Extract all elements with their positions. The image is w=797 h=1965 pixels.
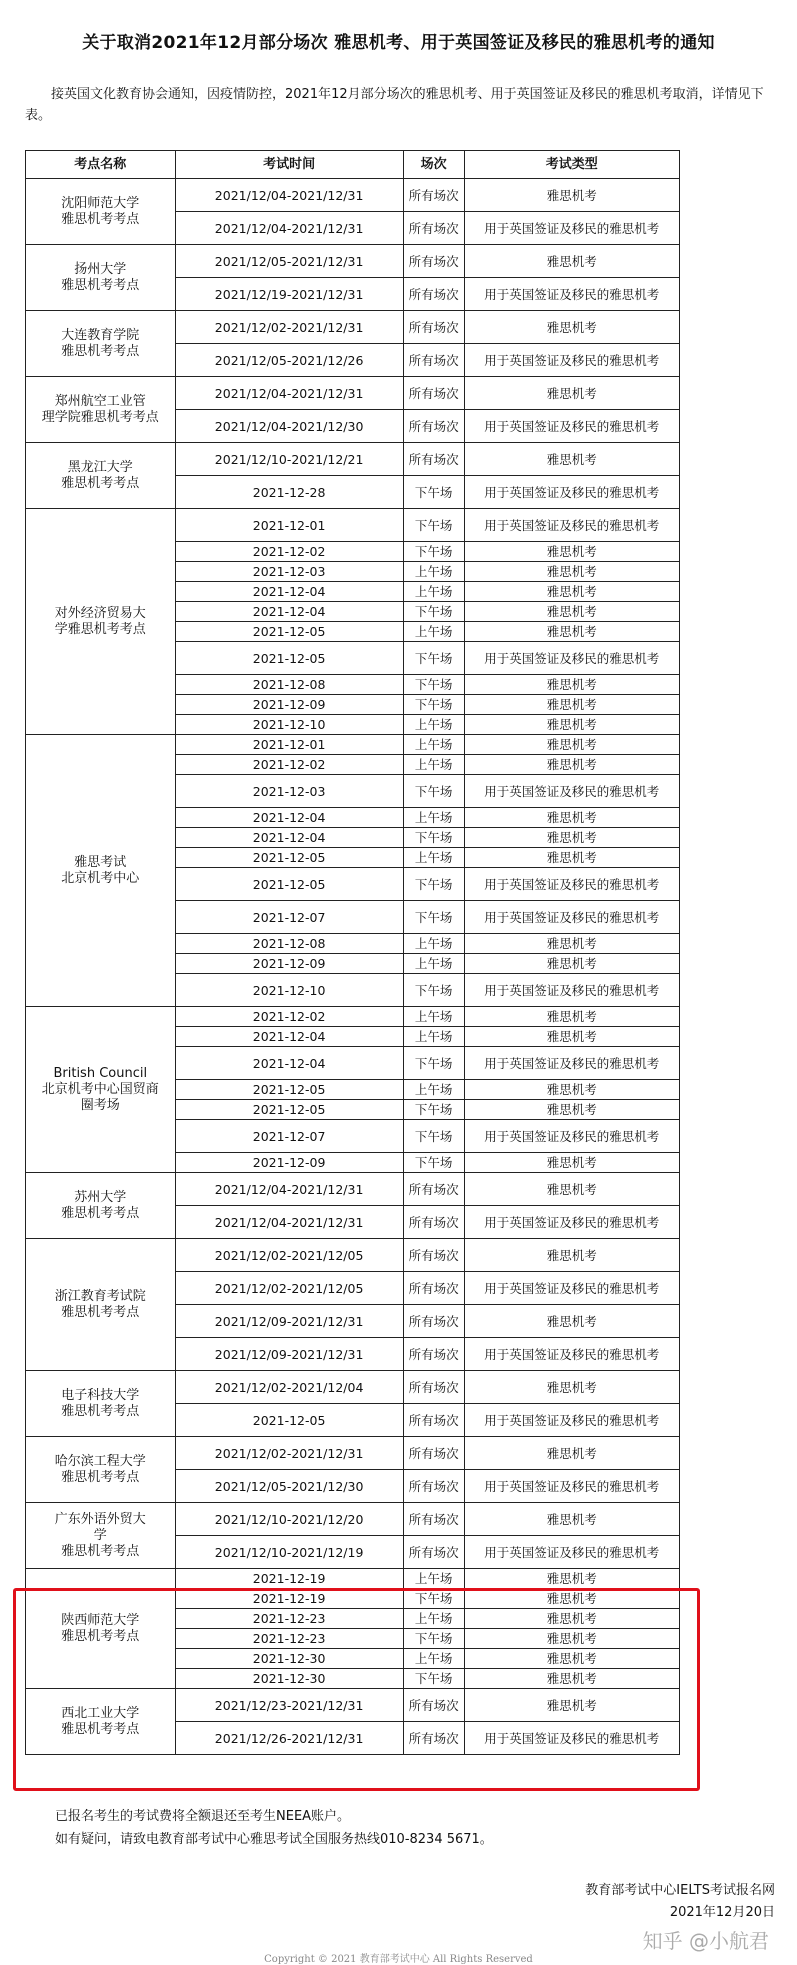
session-cell: 所有场次 xyxy=(403,1173,464,1206)
session-cell: 所有场次 xyxy=(403,1371,464,1404)
type-cell: 用于英国签证及移民的雅思机考 xyxy=(464,344,680,377)
time-cell: 2021-12-05 xyxy=(175,1404,403,1437)
intro-paragraph: 接英国文化教育协会通知，因疫情防控，2021年12月部分场次的雅思机考、用于英国签证及移民的雅思机考取消，详情见下表。 xyxy=(25,87,764,123)
session-cell: 所有场次 xyxy=(403,443,464,476)
session-cell: 下午场 xyxy=(403,1047,464,1080)
session-cell: 下午场 xyxy=(403,1669,464,1689)
session-cell: 下午场 xyxy=(403,1153,464,1173)
session-cell: 所有场次 xyxy=(403,377,464,410)
session-cell: 上午场 xyxy=(403,622,464,642)
type-cell: 用于英国签证及移民的雅思机考 xyxy=(464,410,680,443)
type-cell: 雅思机考 xyxy=(464,828,680,848)
time-cell: 2021-12-05 xyxy=(175,1080,403,1100)
time-cell: 2021-12-03 xyxy=(175,562,403,582)
type-cell: 雅思机考 xyxy=(464,1569,680,1589)
type-cell: 雅思机考 xyxy=(464,808,680,828)
type-cell: 雅思机考 xyxy=(464,695,680,715)
venue-cell: 西北工业大学 雅思机考考点 xyxy=(26,1689,176,1755)
session-cell: 下午场 xyxy=(403,509,464,542)
time-cell: 2021-12-04 xyxy=(175,582,403,602)
notes xyxy=(55,1805,493,1851)
session-cell: 上午场 xyxy=(403,715,464,735)
time-cell: 2021-12-19 xyxy=(175,1569,403,1589)
header-type: 考试类型 xyxy=(464,151,680,179)
type-cell: 雅思机考 xyxy=(464,311,680,344)
type-cell: 用于英国签证及移民的雅思机考 xyxy=(464,1338,680,1371)
type-cell: 雅思机考 xyxy=(464,1173,680,1206)
session-cell: 上午场 xyxy=(403,582,464,602)
venue-cell: 沈阳师范大学 雅思机考考点 xyxy=(26,179,176,245)
table-row xyxy=(26,1173,680,1206)
type-cell: 用于英国签证及移民的雅思机考 xyxy=(464,1536,680,1569)
time-cell: 2021-12-23 xyxy=(175,1609,403,1629)
type-cell: 用于英国签证及移民的雅思机考 xyxy=(464,901,680,934)
table-row xyxy=(26,245,680,278)
time-cell: 2021/12/04-2021/12/31 xyxy=(175,212,403,245)
time-cell: 2021-12-04 xyxy=(175,828,403,848)
venue-cell: 大连教育学院 雅思机考考点 xyxy=(26,311,176,377)
type-cell: 雅思机考 xyxy=(464,1027,680,1047)
type-cell: 雅思机考 xyxy=(464,1437,680,1470)
time-cell: 2021/12/23-2021/12/31 xyxy=(175,1689,403,1722)
time-cell: 2021/12/09-2021/12/31 xyxy=(175,1305,403,1338)
time-cell: 2021/12/02-2021/12/04 xyxy=(175,1371,403,1404)
session-cell: 所有场次 xyxy=(403,1338,464,1371)
session-cell: 下午场 xyxy=(403,542,464,562)
type-cell: 雅思机考 xyxy=(464,245,680,278)
venue-cell: 广东外语外贸大 学 雅思机考考点 xyxy=(26,1503,176,1569)
table-row xyxy=(26,735,680,755)
time-cell: 2021-12-04 xyxy=(175,808,403,828)
session-cell: 上午场 xyxy=(403,1027,464,1047)
table-row xyxy=(26,1371,680,1404)
type-cell: 雅思机考 xyxy=(464,1153,680,1173)
venue-cell: 黑龙江大学 雅思机考考点 xyxy=(26,443,176,509)
venue-cell: 对外经济贸易大 学雅思机考考点 xyxy=(26,509,176,735)
time-cell: 2021-12-01 xyxy=(175,509,403,542)
type-cell: 雅思机考 xyxy=(464,377,680,410)
table-row xyxy=(26,1239,680,1272)
session-cell: 上午场 xyxy=(403,735,464,755)
type-cell: 用于英国签证及移民的雅思机考 xyxy=(464,868,680,901)
table-row xyxy=(26,1437,680,1470)
table-row xyxy=(26,311,680,344)
type-cell: 用于英国签证及移民的雅思机考 xyxy=(464,509,680,542)
highlight-box xyxy=(13,1588,700,1791)
time-cell: 2021/12/02-2021/12/05 xyxy=(175,1272,403,1305)
session-cell: 下午场 xyxy=(403,868,464,901)
session-cell: 下午场 xyxy=(403,974,464,1007)
header-venue: 考点名称 xyxy=(26,151,176,179)
type-cell: 雅思机考 xyxy=(464,1589,680,1609)
session-cell: 所有场次 xyxy=(403,1503,464,1536)
session-cell: 上午场 xyxy=(403,1609,464,1629)
type-cell: 雅思机考 xyxy=(464,1007,680,1027)
notice-title: 关于取消2021年12月部分场次 雅思机考、用于英国签证及移民的雅思机考的通知 xyxy=(82,33,715,53)
venue-cell: 浙江教育考试院 雅思机考考点 xyxy=(26,1239,176,1371)
session-cell: 下午场 xyxy=(403,1629,464,1649)
zhihu-watermark: 知乎 @小航君 xyxy=(642,1929,769,1953)
session-cell: 所有场次 xyxy=(403,1536,464,1569)
session-cell: 所有场次 xyxy=(403,1305,464,1338)
type-cell: 雅思机考 xyxy=(464,715,680,735)
time-cell: 2021/12/05-2021/12/30 xyxy=(175,1470,403,1503)
signature-org: 教育部考试中心IELTS考试报名网 xyxy=(585,1883,775,1898)
session-cell: 下午场 xyxy=(403,602,464,622)
table-row xyxy=(26,1569,680,1589)
time-cell: 2021-12-30 xyxy=(175,1649,403,1669)
type-cell: 雅思机考 xyxy=(464,954,680,974)
table-header-row xyxy=(26,151,680,179)
session-cell: 上午场 xyxy=(403,1080,464,1100)
table-row xyxy=(26,179,680,212)
time-cell: 2021/12/10-2021/12/21 xyxy=(175,443,403,476)
time-cell: 2021/12/04-2021/12/31 xyxy=(175,377,403,410)
venue-cell: 扬州大学 雅思机考考点 xyxy=(26,245,176,311)
session-cell: 所有场次 xyxy=(403,1404,464,1437)
header-session: 场次 xyxy=(403,151,464,179)
time-cell: 2021-12-04 xyxy=(175,1047,403,1080)
time-cell: 2021-12-05 xyxy=(175,868,403,901)
time-cell: 2021-12-05 xyxy=(175,642,403,675)
type-cell: 用于英国签证及移民的雅思机考 xyxy=(464,278,680,311)
table-row xyxy=(26,377,680,410)
table-body xyxy=(26,179,680,1755)
type-cell: 雅思机考 xyxy=(464,562,680,582)
venue-cell: 雅思考试 北京机考中心 xyxy=(26,735,176,1007)
type-cell: 用于英国签证及移民的雅思机考 xyxy=(464,1722,680,1755)
time-cell: 2021/12/05-2021/12/26 xyxy=(175,344,403,377)
type-cell: 雅思机考 xyxy=(464,1503,680,1536)
time-cell: 2021-12-01 xyxy=(175,735,403,755)
refund-note: 已报名考生的考试费将全额退还至考生NEEA账户。 xyxy=(55,1809,351,1824)
session-cell: 所有场次 xyxy=(403,1206,464,1239)
time-cell: 2021-12-03 xyxy=(175,775,403,808)
type-cell: 雅思机考 xyxy=(464,1080,680,1100)
session-cell: 所有场次 xyxy=(403,1689,464,1722)
type-cell: 用于英国签证及移民的雅思机考 xyxy=(464,1047,680,1080)
signature xyxy=(585,1880,775,1924)
venue-cell: 郑州航空工业管 理学院雅思机考考点 xyxy=(26,377,176,443)
type-cell: 用于英国签证及移民的雅思机考 xyxy=(464,974,680,1007)
session-cell: 上午场 xyxy=(403,755,464,775)
table-row xyxy=(26,509,680,542)
type-cell: 雅思机考 xyxy=(464,1689,680,1722)
type-cell: 雅思机考 xyxy=(464,443,680,476)
session-cell: 下午场 xyxy=(403,476,464,509)
session-cell: 所有场次 xyxy=(403,1272,464,1305)
time-cell: 2021-12-05 xyxy=(175,622,403,642)
time-cell: 2021-12-19 xyxy=(175,1589,403,1609)
venue-cell: 陕西师范大学 雅思机考考点 xyxy=(26,1569,176,1689)
type-cell: 用于英国签证及移民的雅思机考 xyxy=(464,1470,680,1503)
header-time: 考试时间 xyxy=(175,151,403,179)
session-cell: 所有场次 xyxy=(403,311,464,344)
time-cell: 2021-12-07 xyxy=(175,901,403,934)
session-cell: 上午场 xyxy=(403,1007,464,1027)
time-cell: 2021-12-05 xyxy=(175,1100,403,1120)
time-cell: 2021-12-28 xyxy=(175,476,403,509)
time-cell: 2021-12-02 xyxy=(175,1007,403,1027)
signature-date: 2021年12月20日 xyxy=(669,1905,775,1920)
type-cell: 用于英国签证及移民的雅思机考 xyxy=(464,642,680,675)
session-cell: 所有场次 xyxy=(403,278,464,311)
time-cell: 2021-12-05 xyxy=(175,848,403,868)
venue-cell: 电子科技大学 雅思机考考点 xyxy=(26,1371,176,1437)
time-cell: 2021/12/04-2021/12/31 xyxy=(175,179,403,212)
session-cell: 下午场 xyxy=(403,1100,464,1120)
session-cell: 上午场 xyxy=(403,562,464,582)
hotline-note: 如有疑问，请致电教育部考试中心雅思考试全国服务热线010-8234 5671。 xyxy=(55,1832,493,1847)
type-cell: 雅思机考 xyxy=(464,602,680,622)
venue-cell: British Council 北京机考中心国贸商 圈考场 xyxy=(26,1007,176,1173)
session-cell: 上午场 xyxy=(403,954,464,974)
time-cell: 2021/12/04-2021/12/30 xyxy=(175,410,403,443)
type-cell: 雅思机考 xyxy=(464,582,680,602)
venue-cell: 苏州大学 雅思机考考点 xyxy=(26,1173,176,1239)
time-cell: 2021-12-10 xyxy=(175,715,403,735)
time-cell: 2021-12-04 xyxy=(175,1027,403,1047)
cancellation-table xyxy=(25,150,680,1755)
time-cell: 2021-12-10 xyxy=(175,974,403,1007)
session-cell: 所有场次 xyxy=(403,212,464,245)
session-cell: 下午场 xyxy=(403,675,464,695)
time-cell: 2021/12/02-2021/12/31 xyxy=(175,311,403,344)
type-cell: 雅思机考 xyxy=(464,735,680,755)
type-cell: 用于英国签证及移民的雅思机考 xyxy=(464,775,680,808)
type-cell: 雅思机考 xyxy=(464,675,680,695)
type-cell: 雅思机考 xyxy=(464,755,680,775)
time-cell: 2021/12/05-2021/12/31 xyxy=(175,245,403,278)
table-row xyxy=(26,443,680,476)
session-cell: 所有场次 xyxy=(403,179,464,212)
type-cell: 雅思机考 xyxy=(464,934,680,954)
type-cell: 用于英国签证及移民的雅思机考 xyxy=(464,1404,680,1437)
session-cell: 下午场 xyxy=(403,695,464,715)
session-cell: 下午场 xyxy=(403,828,464,848)
type-cell: 雅思机考 xyxy=(464,1669,680,1689)
session-cell: 下午场 xyxy=(403,642,464,675)
table-row xyxy=(26,1007,680,1027)
session-cell: 上午场 xyxy=(403,848,464,868)
type-cell: 雅思机考 xyxy=(464,179,680,212)
time-cell: 2021/12/10-2021/12/20 xyxy=(175,1503,403,1536)
type-cell: 雅思机考 xyxy=(464,1371,680,1404)
time-cell: 2021-12-09 xyxy=(175,954,403,974)
time-cell: 2021/12/19-2021/12/31 xyxy=(175,278,403,311)
time-cell: 2021/12/26-2021/12/31 xyxy=(175,1722,403,1755)
session-cell: 所有场次 xyxy=(403,344,464,377)
session-cell: 所有场次 xyxy=(403,245,464,278)
session-cell: 所有场次 xyxy=(403,1470,464,1503)
session-cell: 上午场 xyxy=(403,934,464,954)
session-cell: 所有场次 xyxy=(403,1437,464,1470)
type-cell: 雅思机考 xyxy=(464,1100,680,1120)
time-cell: 2021-12-02 xyxy=(175,755,403,775)
session-cell: 下午场 xyxy=(403,1120,464,1153)
table-row xyxy=(26,1503,680,1536)
time-cell: 2021/12/09-2021/12/31 xyxy=(175,1338,403,1371)
type-cell: 雅思机考 xyxy=(464,1629,680,1649)
session-cell: 所有场次 xyxy=(403,1722,464,1755)
session-cell: 下午场 xyxy=(403,1589,464,1609)
type-cell: 用于英国签证及移民的雅思机考 xyxy=(464,476,680,509)
time-cell: 2021-12-23 xyxy=(175,1629,403,1649)
type-cell: 雅思机考 xyxy=(464,1609,680,1629)
time-cell: 2021/12/10-2021/12/19 xyxy=(175,1536,403,1569)
venue-cell: 哈尔滨工程大学 雅思机考考点 xyxy=(26,1437,176,1503)
type-cell: 雅思机考 xyxy=(464,1649,680,1669)
type-cell: 雅思机考 xyxy=(464,622,680,642)
time-cell: 2021-12-04 xyxy=(175,602,403,622)
type-cell: 雅思机考 xyxy=(464,1305,680,1338)
type-cell: 雅思机考 xyxy=(464,848,680,868)
session-cell: 下午场 xyxy=(403,901,464,934)
type-cell: 用于英国签证及移民的雅思机考 xyxy=(464,1206,680,1239)
time-cell: 2021-12-02 xyxy=(175,542,403,562)
time-cell: 2021-12-08 xyxy=(175,675,403,695)
type-cell: 雅思机考 xyxy=(464,1239,680,1272)
time-cell: 2021-12-09 xyxy=(175,695,403,715)
session-cell: 上午场 xyxy=(403,1649,464,1669)
type-cell: 雅思机考 xyxy=(464,542,680,562)
time-cell: 2021/12/02-2021/12/05 xyxy=(175,1239,403,1272)
type-cell: 用于英国签证及移民的雅思机考 xyxy=(464,1120,680,1153)
session-cell: 所有场次 xyxy=(403,1239,464,1272)
time-cell: 2021-12-30 xyxy=(175,1669,403,1689)
type-cell: 用于英国签证及移民的雅思机考 xyxy=(464,1272,680,1305)
time-cell: 2021-12-08 xyxy=(175,934,403,954)
time-cell: 2021/12/04-2021/12/31 xyxy=(175,1206,403,1239)
copyright-footer: Copyright © 2021 教育部考试中心 All Rights Reserved xyxy=(264,1954,533,1965)
time-cell: 2021/12/02-2021/12/31 xyxy=(175,1437,403,1470)
session-cell: 上午场 xyxy=(403,1569,464,1589)
time-cell: 2021-12-07 xyxy=(175,1120,403,1153)
type-cell: 用于英国签证及移民的雅思机考 xyxy=(464,212,680,245)
session-cell: 所有场次 xyxy=(403,410,464,443)
session-cell: 下午场 xyxy=(403,775,464,808)
time-cell: 2021-12-09 xyxy=(175,1153,403,1173)
time-cell: 2021/12/04-2021/12/31 xyxy=(175,1173,403,1206)
session-cell: 上午场 xyxy=(403,808,464,828)
